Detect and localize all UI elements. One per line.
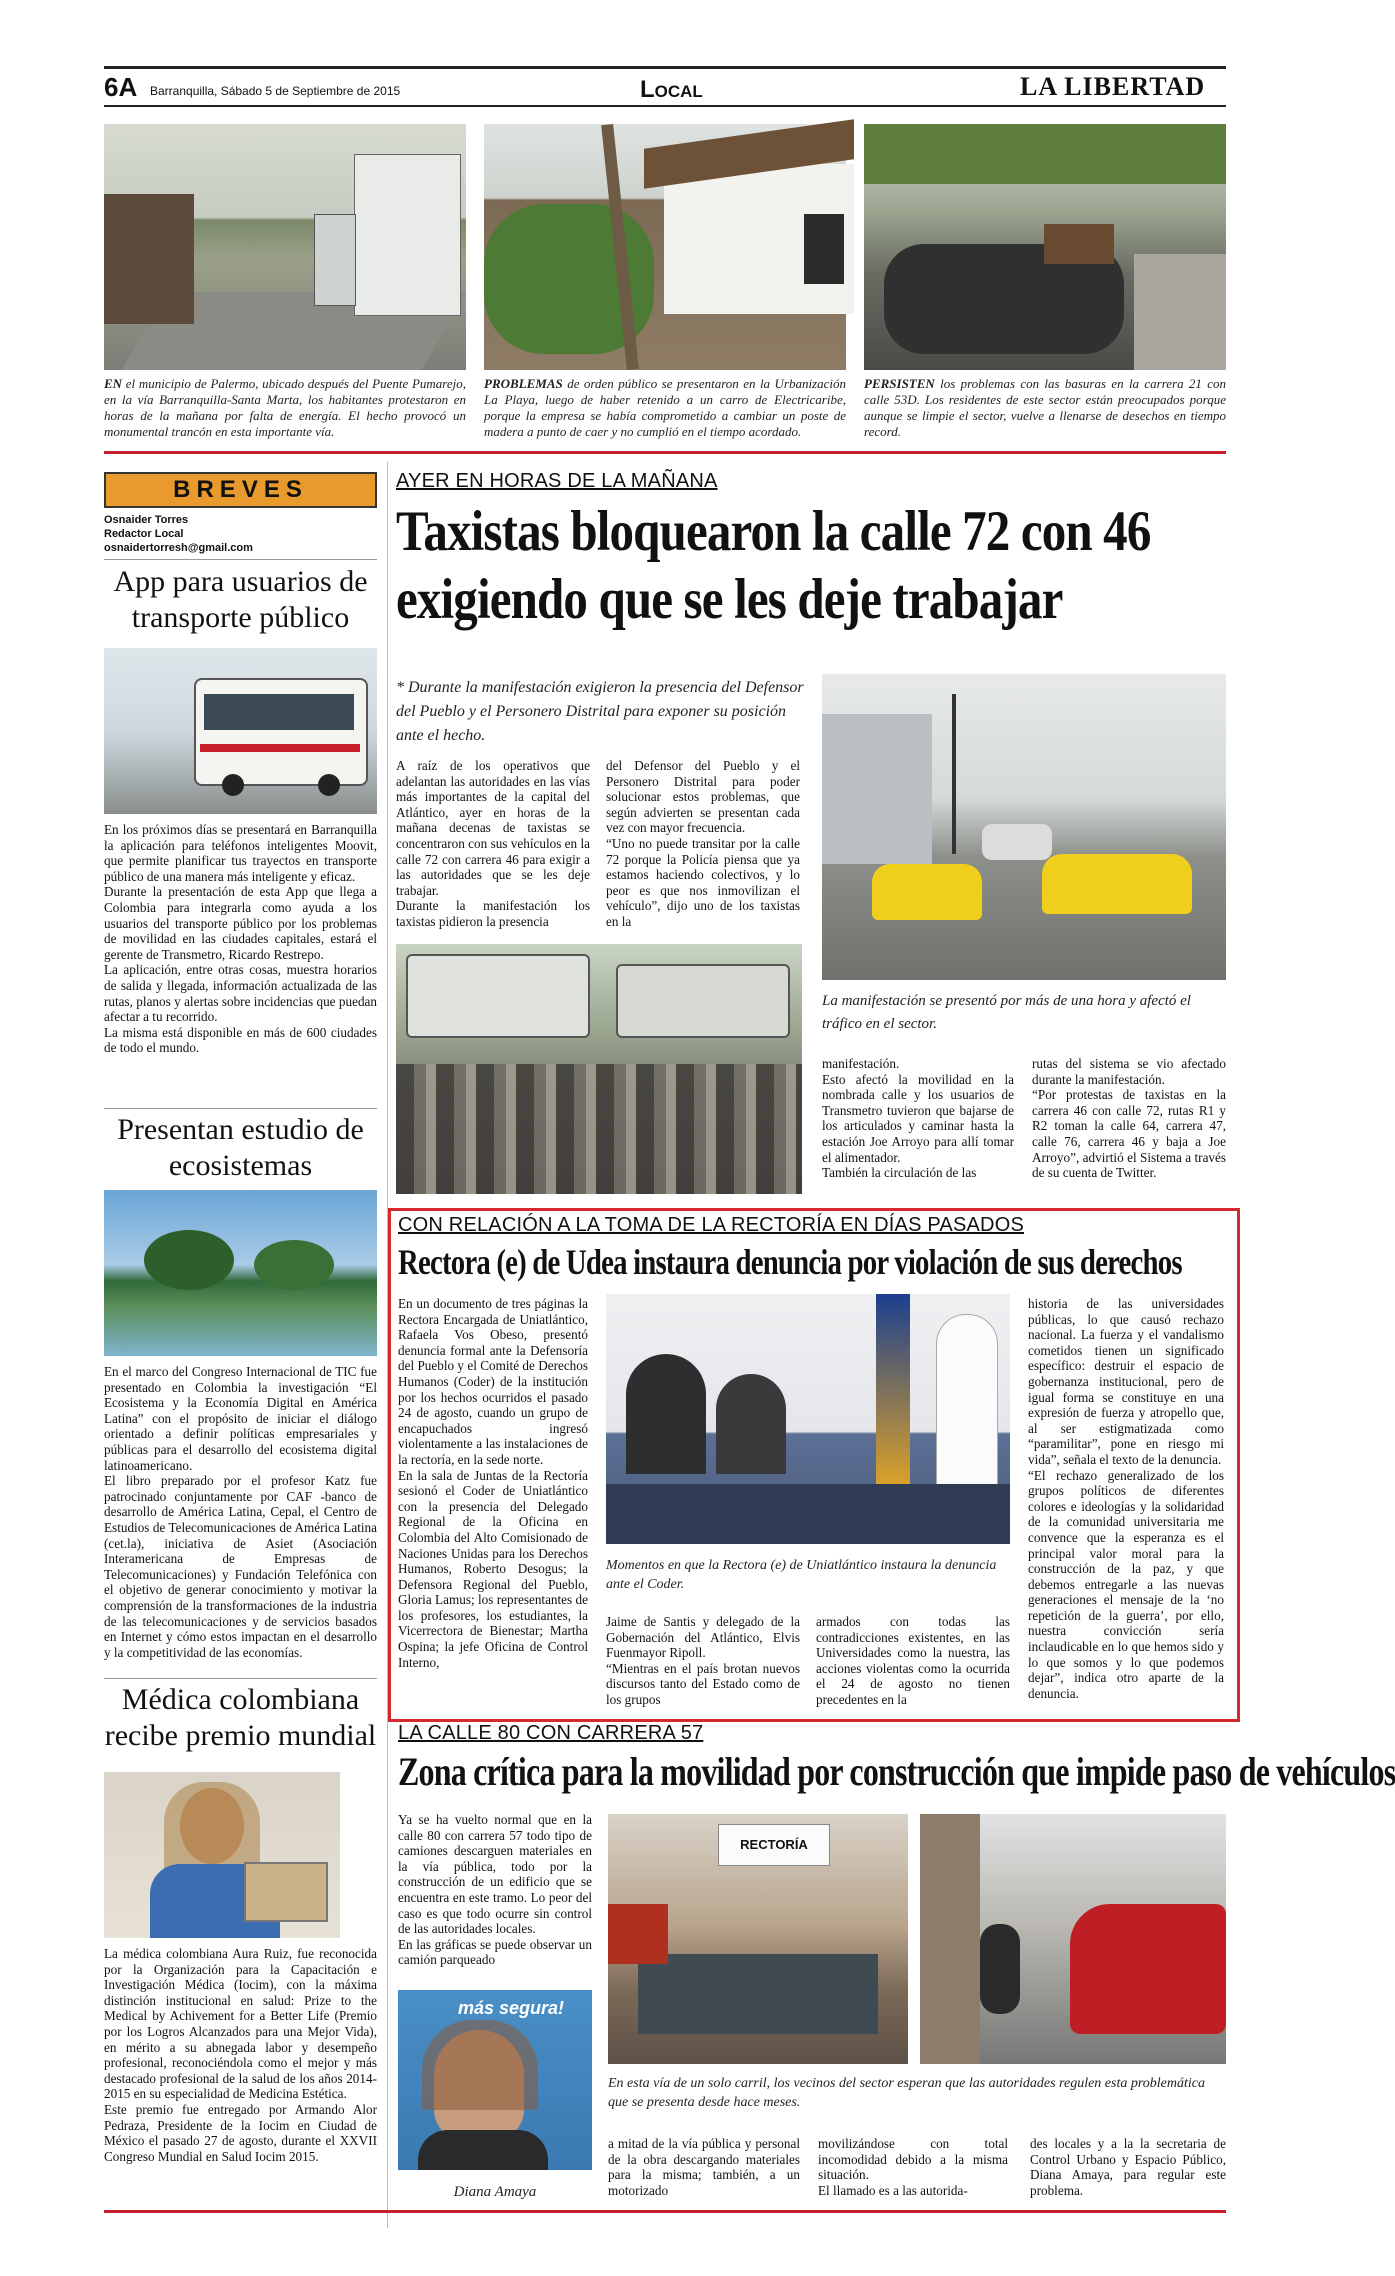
- brief-1-rule: [104, 1108, 377, 1109]
- taxi-protest-photo: [396, 944, 802, 1194]
- brief-1-text: En los próximos días se presentará en Barranquilla la aplicación para teléfonos inteligentes Moovit, que permite planificar tus trayectos en transporte público de una manera más inteligente y eficaz. Durante la presentación de esta App que llega a Colombia para integrarla como ayuda a los usuarios del transporte público por los problemas de movilidad en las ciudades capitales, estará el gerente de Transmetro, Ricardo Restrepo. La aplicación, entre otras cosas, muestra horarios de salida y llegada, información actualizada de las rutas, planos y alertas sobre incidencias que puedan afectar a tu recorrido. La misma está disponible en más de 600 ciudades de todo el mundo.: [104, 822, 377, 1056]
- article3-kicker: LA CALLE 80 CON CARRERA 57: [398, 1722, 704, 1744]
- header-rule: [104, 105, 1226, 107]
- article1-kicker: AYER EN HORAS DE LA MAÑANA: [396, 470, 718, 492]
- top-photo-2: [484, 124, 846, 370]
- article1-col1: A raíz de los operativos que adelantan las autoridades en las vías más importantes de la capital del Atlántico, ayer en horas de la mañana decenas de taxistas se concentraron con sus vehículos en la calle 72 con carrera 46 para exigir a las autoridades que se les deje trabajar. Durante la manifestación los taxistas pidieron la presencia: [396, 758, 590, 929]
- article3-col3: movilizándose con total incomodidad debido a la misma situación. El llamado es a las autorida-: [818, 2136, 1008, 2198]
- article1-col2: del Defensor del Pueblo y el Personero Distrital para poder solucionar estos problemas, que según advierten se presentan cada vez con mayor frecuencia. “Uno no puede transitar por la calle 72 porque la Policía piensa que ya estamos haciendo colectivos, y lo peor es que nos inmovilizan el vehículo”, dijo uno de los taxistas en la: [606, 758, 800, 929]
- bottom-rule-red: [104, 2210, 1226, 2213]
- brief-2-text: En el marco del Congreso Internacional de TIC fue presentado en Colombia la investigación “El Ecosistema y la Economía Digital en América Latina” con el propósito de iniciar el diálogo orientado a definir políticas empresariales y públicas para el desarrollo del ecosistema digital latinoamericano. El libro preparado por el profesor Katz fue patrocinado conjuntamente por CAF -banco de desarrollo de América Latina, Cepal, el Centro de Estudios de Telecomunicaciones de América Latina (cet.la), iniciativa de Asiet (Asociación Interamericana de Empresas de Telecomunicaciones) y Fundación Telefónica con el objetivo de generar conocimiento y motivar la comprensión de la transformaciones de la industria de las telecomunicaciones y de servicios basados en Internet y cómo estos impactan en el desarrollo y la competitividad de las economías.: [104, 1364, 377, 1660]
- brief-1-title: App para usuarios de transporte público: [113, 565, 368, 634]
- construction-photo-1: [608, 1814, 908, 2064]
- rectoria-sign: RECTORÍA: [740, 1837, 808, 1852]
- article3-headline: Zona crítica para la movilidad por construcción que impide paso de vehículos: [398, 1749, 1395, 1794]
- article1-headline-line2: exigiendo que se les deje trabajar: [396, 568, 1063, 631]
- doctor-photo: [104, 1772, 340, 1938]
- brief-2-title: Presentan estudio de ecosistemas: [117, 1113, 364, 1182]
- article2-kicker: CON RELACIÓN A LA TOMA DE LA RECTORÍA EN DÍAS PASADOS: [398, 1214, 1024, 1236]
- top-photo-3: [864, 124, 1226, 370]
- article3-col1: Ya se ha vuelto normal que en la calle 80 con carrera 57 todo tipo de camiones descarguen materiales en la vía pública, todo por la construcción de un edificio que se encuentra en este tramo. Lo peor del caso es que todo ocurre sin control de las autoridades locales. En las gráficas se puede observar un camión parqueado: [398, 1812, 592, 1968]
- breves-title: BREVES: [173, 476, 308, 503]
- construction-photo-2: [920, 1814, 1226, 2064]
- diana-amaya-photo: [398, 1990, 592, 2170]
- brief-3-title: Médica colombiana recibe premio mundial: [104, 1683, 377, 1752]
- brief-2-rule: [104, 1678, 377, 1679]
- taxi-street-photo: [822, 674, 1226, 980]
- article1-summary: * Durante la manifestación exigieron la presencia del Defensor del Pueblo y el Personero Distrital para exponer su posición ante el hecho.: [396, 679, 804, 744]
- article2-col3: armados con todas las contradicciones existentes, en las Universidades como la nuestra, las acciones violentas como la ocurrida el 24 de agosto no tienen precedentes en la: [816, 1614, 1010, 1707]
- breves-banner: [104, 472, 377, 508]
- rector-meeting-photo: [606, 1294, 1010, 1544]
- article2-col2: Jaime de Santis y delegado de la Gobernación del Atlántico, Elvis Fuenmayor Ripoll. “Mientras en el país brotan nuevos discursos tanto del Estado como de los grupos: [606, 1614, 800, 1707]
- article1-headline-line1: Taxistas bloquearon la calle 72 con 46: [396, 500, 1151, 563]
- article2-col4: historia de las universidades públicas, lo que causó rechazo nacional. La fuerza y el vandalismo cometidos tienen un significado específico: destruir el espacio de gobernanza institucional, pero de igual forma se constituye en una expresión de fuerza y atropello que, al ser estigmatizada como “paramilitar”, pone en riesgo mi vida”, señala el texto de la denuncia. “El rechazo generalizado de los grupos políticos de diferentes colores e ideologías y la solidaridad de la comunidad universitaria me convence que la esperanza es el principal valor moral para la construcción de la paz, y que debemos entregarle a las nuevas generaciones el mensaje de la ‘no repetición de la guerra’, por ello, nuestra convicción sería inclaudicable en lo que hemos sido y lo que somos y lo que podemos dejar”, indica otro aparte de la denuncia.: [1028, 1296, 1224, 1701]
- brief-3-text: La médica colombiana Aura Ruiz, fue reconocida por la Organización para la Capacitación e Investigación Médica (Iocim), con la máxima distinción institucional en salud: Prize to the Medical by Achivement for a Better Life (Premio por los Logros Alcanzados para una Mejor Vida), en mérito a su abnegada labor y desempeño profesional, reconociéndola como el mejor y más destacado profesional de la salud de los años 2014-2015 en su especialidad de Medicina Estética. Este premio fue entregado por Armando Alor Pedraza, Presidente de la Iocim en Ciudad de México el pasado 27 de agosto, durante el XXVII Congreso Mundial en Salud Iocim 2015.: [104, 1946, 377, 2164]
- top-caption-1: EN el municipio de Palermo, ubicado después del Puente Pumarejo, en la vía Barranquilla-Santa Marta, los habitantes protestaron en horas de la mañana por falta de energía. El hecho provocó un monumental trancón en esta importante vía.: [104, 376, 466, 439]
- author-name: Osnaider Torres: [104, 514, 189, 526]
- article1-photo-caption: La manifestación se presentó por más de una hora y afectó el tráfico en el sector.: [822, 993, 1191, 1032]
- masthead: LA LIBERTAD: [1020, 72, 1206, 101]
- portrait-banner: más segura!: [458, 1998, 565, 2018]
- section-name: Local: [640, 76, 703, 103]
- article2-photo-caption: Momentos en que la Rectora (e) de Uniatlántico instaura la denuncia ante el Coder.: [606, 1558, 997, 1592]
- author-email: osnaidertorresh@gmail.com: [104, 542, 253, 554]
- author-role: Redactor Local: [104, 528, 184, 540]
- portrait-caption: Diana Amaya: [453, 2184, 537, 2200]
- article2-headline: Rectora (e) de Udea instaura denuncia por violación de sus derechos: [398, 1242, 1182, 1282]
- article1-col4: rutas del sistema se vio afectado durante la manifestación. “Por protestas de taxistas en la carrera 46 con calle 72, rutas R1 y R2 toman la calle 64, carrera 47, calle 76, carrera 46 y baja a Joe Arroyo”, advirtió el Sistema a través de su cuenta de Twitter.: [1032, 1056, 1226, 1181]
- bus-photo: [104, 648, 377, 814]
- article3-col4: des locales y a la la secretaria de Control Urbano y Espacio Público, Diana Amaya, para regular este problema.: [1030, 2136, 1226, 2198]
- article3-col2: a mitad de la vía pública y personal de la obra descargando materiales para la misma; también, a un motorizado: [608, 2136, 800, 2198]
- top-rule: [104, 66, 1226, 69]
- top-caption-2: PROBLEMAS de orden público se presentaron en la Urbanización La Playa, luego de haber retenido a un carro de Electricaribe, porque la empresa se había comprometido a cambiar un poste de madera a punto de caer y no cumplió en el tiempo acordado.: [484, 376, 846, 439]
- page-number: 6A: [104, 72, 138, 102]
- dateline: Barranquilla, Sábado 5 de Septiembre de 2015: [150, 84, 401, 98]
- top-photo-1: [104, 124, 466, 370]
- ecosystem-photo: [104, 1190, 377, 1356]
- section-divider-red: [104, 451, 1226, 454]
- article3-photo-caption: En esta vía de un solo carril, los vecinos del sector esperan que las autoridades regulen esta problemática que se presenta desde hace meses.: [608, 2076, 1205, 2110]
- article1-col3: manifestación. Esto afectó la movilidad en la nombrada calle y los usuarios de Transmetro tuvieron que bajarse de los articulados y caminar hasta la estación Joe Arroyo para allí tomar el alimentador. También la circulación de las: [822, 1056, 1014, 1181]
- author-rule: [104, 559, 377, 560]
- top-caption-3: PERSISTEN los problemas con las basuras en la carrera 21 con calle 53D. Los residentes de este sector están preocupados porque aunque se limpie el sector, vuelve a llenarse de desechos en tiempo record.: [864, 376, 1226, 439]
- article2-col1: En un documento de tres páginas la Rectora Encargada de Uniatlántico, Rafaela Vos Obeso, presentó denuncia formal ante la Defensoría del Pueblo y el Comité de Derechos Humanos (Coder) de la institución por los hechos ocurridos el pasado 24 de agosto, cuando un grupo de encapuchados ingresó violentamente a las instalaciones de la rectoría, en la sede norte. En la sala de Juntas de la Rectoría sesionó el Coder de Uniatlántico con la presencia del Delegado Regional de la Oficina en Colombia del Alto Comisionado de Naciones Unidas para los Derechos Humanos, Roberto Desogus; la Defensora Regional del Pueblo, Gloria Lamus; los representantes de los profesores, los estudiantes, la Vicerrectora de Bienestar; Martha Ospina; la jefe Oficina de Control Interno,: [398, 1296, 588, 1670]
